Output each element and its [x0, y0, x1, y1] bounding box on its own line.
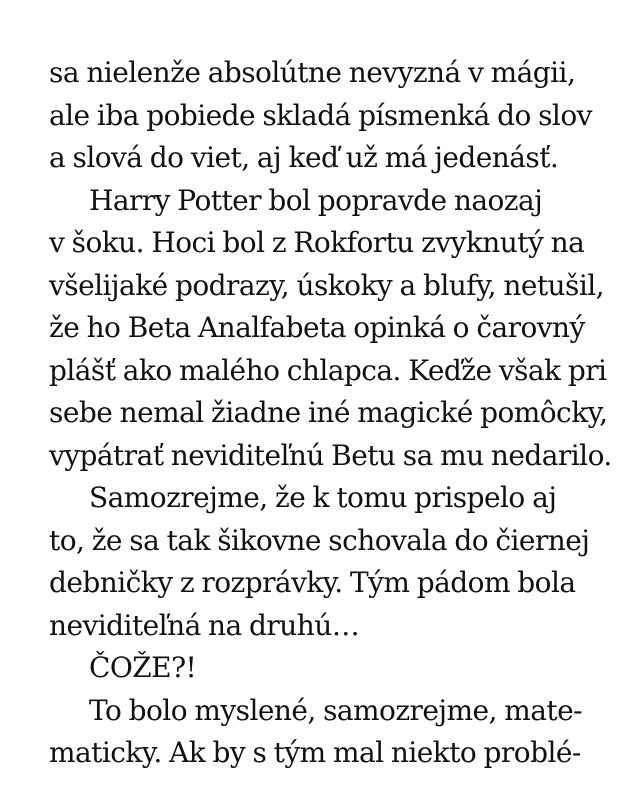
text-line: plášť ako malého chlapca. Keďže však pri — [49, 353, 607, 387]
text-line: a slová do viet, aj keď už má jedenásť. — [49, 141, 559, 174]
paragraph-start-line: Harry Potter bol popravde naozaj — [89, 183, 543, 217]
paragraph-start-line: Samozrejme, že k tomu prispelo aj — [89, 481, 557, 514]
body-text — [49, 52, 612, 775]
text-line: maticky. Ak by s tým mal niekto problé- — [49, 736, 581, 769]
text-line: všelijaké podrazy, úskoky a blufy, netušil, — [49, 268, 605, 302]
paragraph-start-line: To bolo myslené, samozrejme, mate- — [89, 693, 583, 727]
text-line: sebe nemal žiadne iné magické pomôcky, — [49, 396, 608, 429]
text-line: že ho Beta Analfabeta opinká o čarovný — [49, 311, 585, 344]
text-line: v šoku. Hoci bol z Rokfortu zvyknutý na — [49, 226, 585, 259]
text-line: neviditeľná na druhú… — [49, 608, 360, 642]
text-line: vypátrať neviditeľnú Betu sa mu nedarilo. — [49, 438, 612, 472]
exclamation-line: ČOŽE?! — [89, 651, 197, 684]
text-line: debničky z rozprávky. Tým pádom bola — [49, 566, 576, 599]
text-line: sa nielenže absolútne nevyzná v mágii, — [49, 56, 576, 89]
text-line: to, že sa tak šikovne schovala do čiernej — [49, 523, 590, 557]
text-line: ale iba pobiede skladá písmenká do slov — [49, 98, 592, 132]
